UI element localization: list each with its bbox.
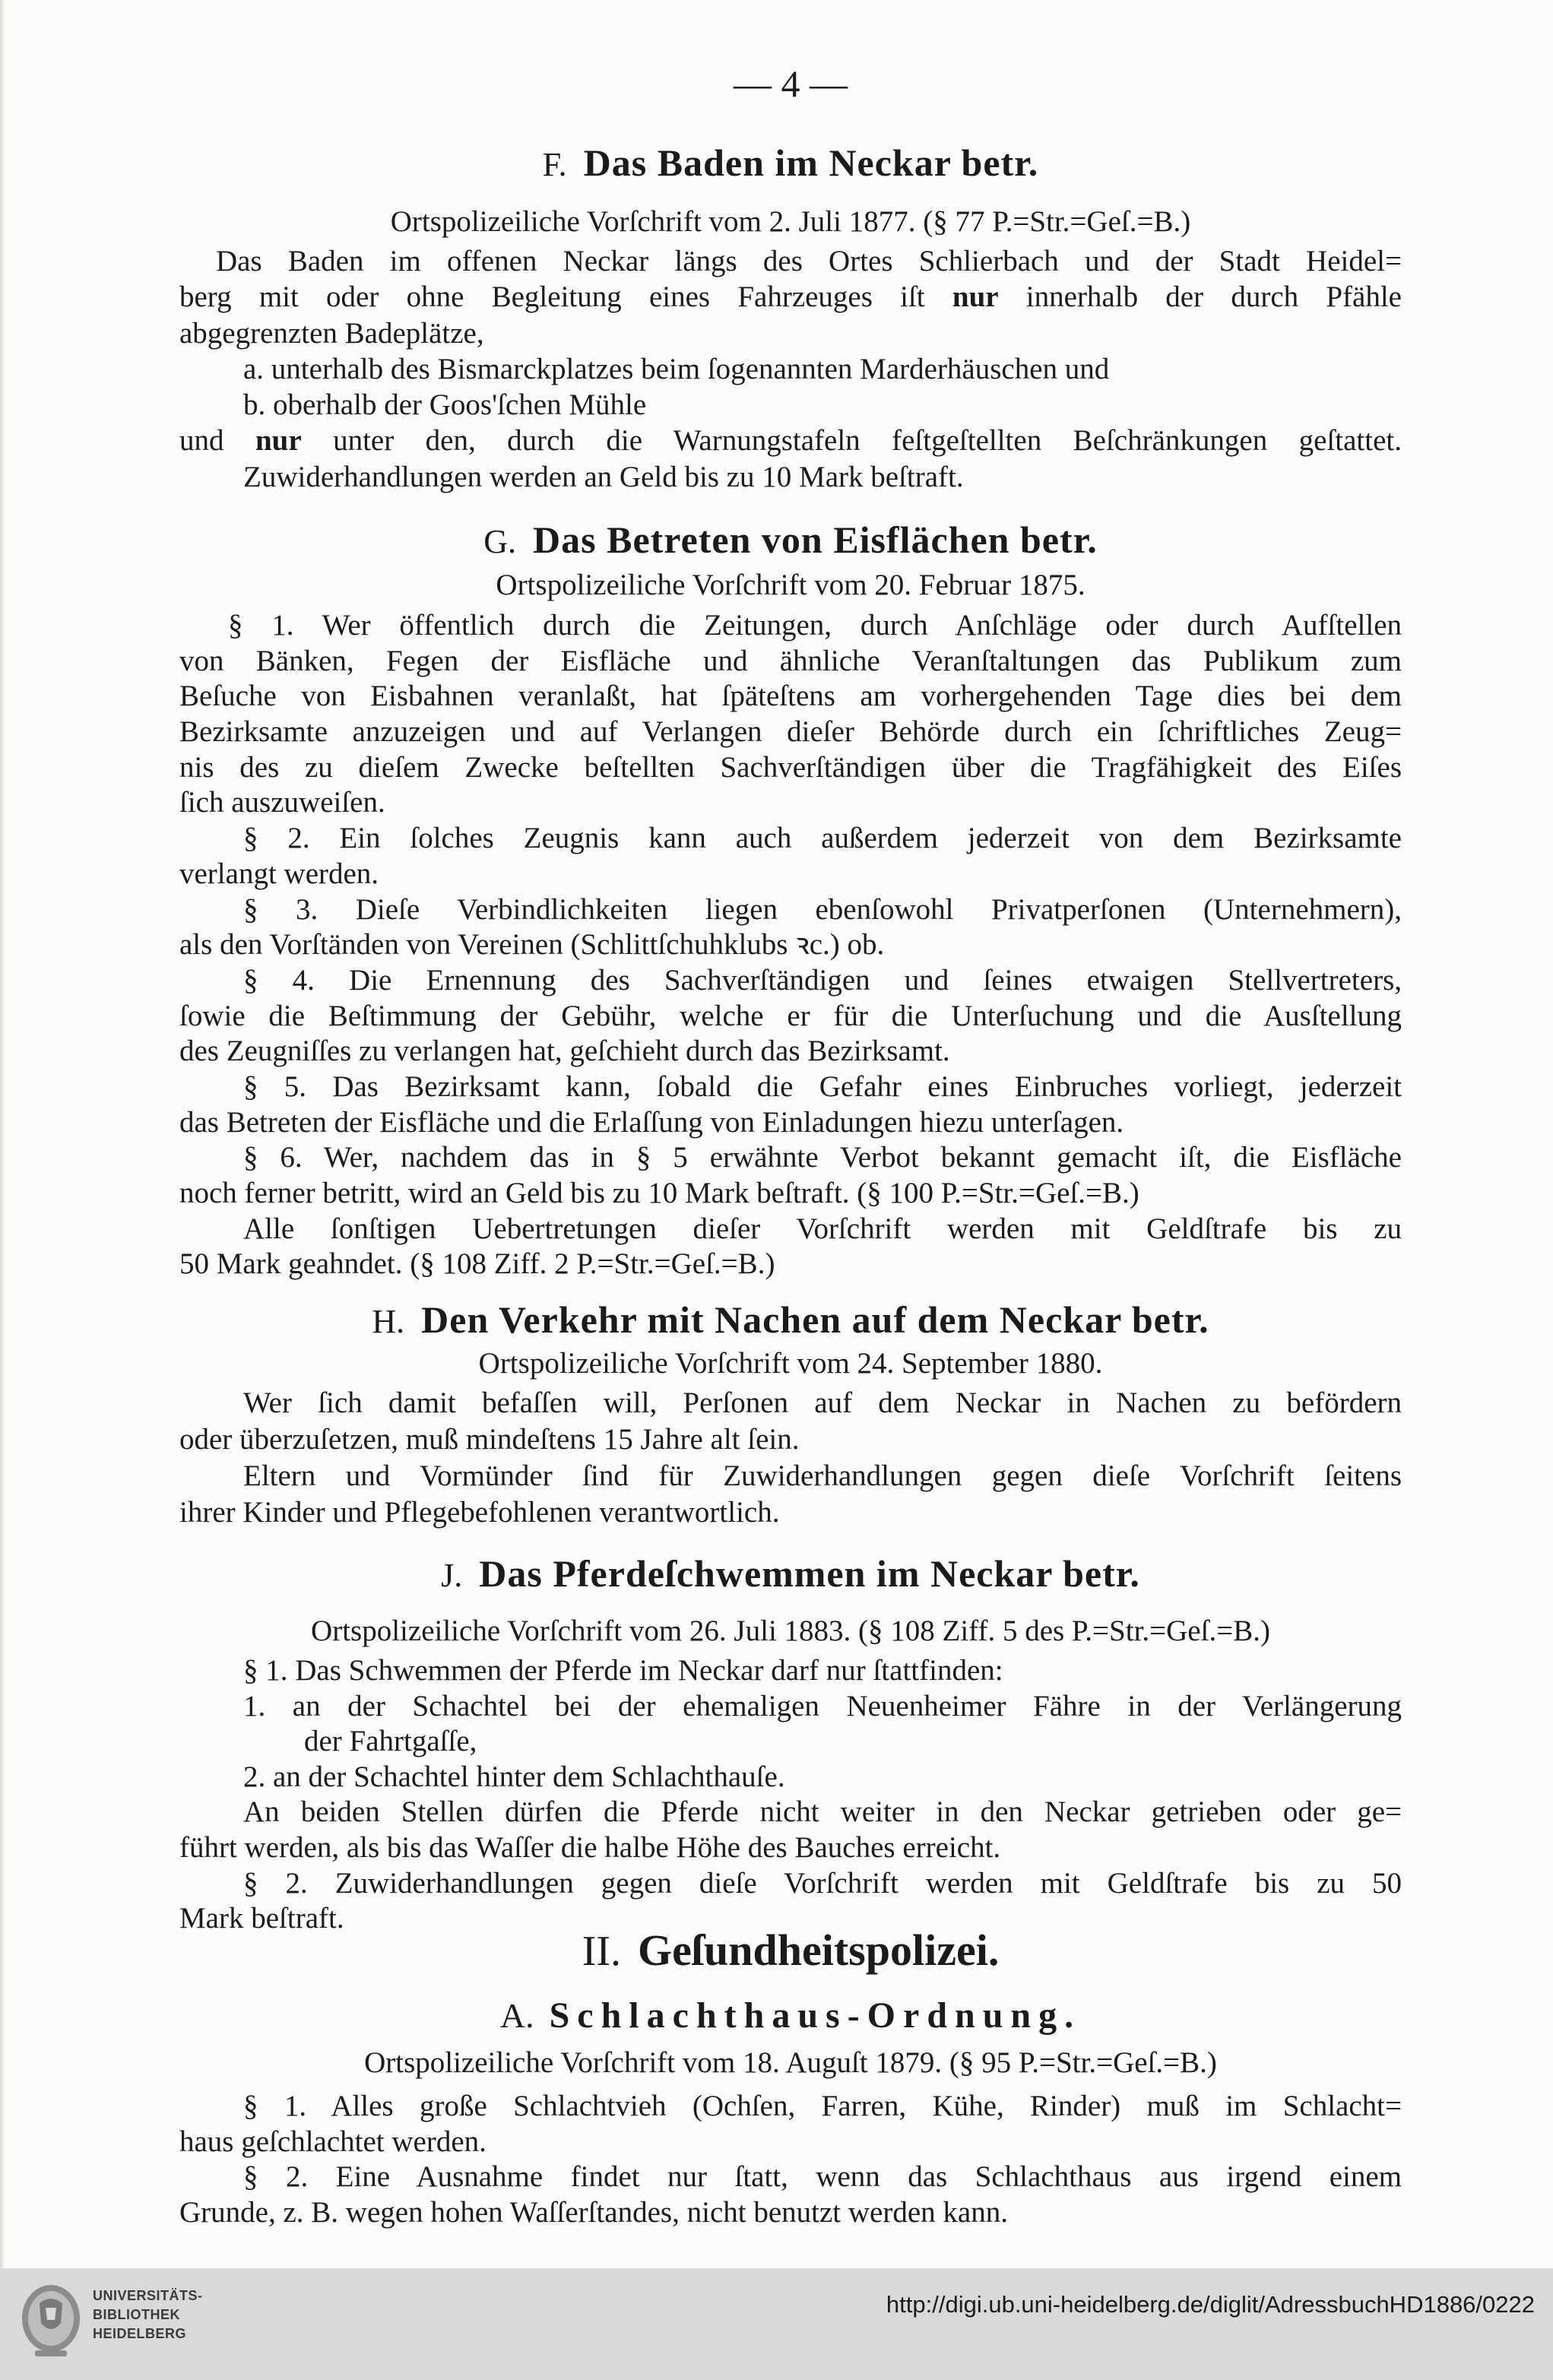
section-heading: [179, 517, 1402, 563]
paragraph-line: nis des zu dieſem Zwecke beſtellten Sachverſtändigen über die Tragfähigkeit des Eiſes: [179, 750, 1402, 784]
section-j-body: [179, 1653, 1402, 1937]
section-a-heading: [179, 1992, 1402, 2040]
section-h-regulation: Ortspolizeiliche Vorſchrift vom 24. September 1880.: [478, 1347, 1103, 1380]
paragraph-line: Bezirksamte anzuzeigen und auf Verlangen dieſer Behörde durch ein ſchriftliches Zeug=: [179, 715, 1402, 749]
list-item: a. unterhalb des Bismarckplatzes beim ſogenannten Marderhäuschen und: [243, 352, 1110, 385]
paragraph-line: § 6. Wer, nachdem das in § 5 erwähnte Verbot bekannt gemacht iſt, die Eisfläche: [243, 1141, 1402, 1174]
line-text: berg mit oder ohne Begleitung eines Fahrzeuges iſt: [179, 280, 952, 314]
paragraph-line: verlangt werden.: [179, 857, 379, 890]
digitization-footer: [0, 2268, 1553, 2380]
paragraph-line: § 2. Eine Ausnahme findet nur ſtatt, wenn das Schlachthaus aus irgend einem: [243, 2160, 1402, 2194]
paragraph-line: § 2. Zuwiderhandlungen gegen dieſe Vorſchrift werden mit Geldſtrafe bis zu 50: [243, 1866, 1402, 1900]
paragraph-line: von Bänken, Fegen der Eisfläche und ähnliche Veranſtaltungen das Publikum zum: [179, 644, 1402, 677]
body-line: Das Baden im offenen Neckar längs des Ortes Schlierbach und der Stadt Heidel=: [216, 245, 1402, 277]
section-title: Das Pferdeſchwemmen im Neckar betr.: [479, 1552, 1140, 1595]
section-j-regulation: Ortspolizeiliche Vorſchrift vom 26. Juli 1883. (§ 108 Ziff. 5 des P.=Str.=Geſ.=B.): [311, 1615, 1270, 1647]
section-heading: [179, 1551, 1402, 1596]
section-a-body: [179, 2089, 1402, 2231]
section-letter: G.: [483, 523, 517, 560]
section-f-regulation: Ortspolizeiliche Vorſchrift vom 2. Juli 1877. (§ 77 P.=Str.=Geſ.=B.): [390, 205, 1191, 238]
body-line: [179, 423, 1402, 458]
paragraph-line: Grunde, z. B. wegen hohen Waſſerſtandes, nicht benutzt werden kann.: [179, 2196, 1008, 2229]
emphasized-word: nur: [255, 424, 302, 458]
section-g-regulation: Ortspolizeiliche Vorſchrift vom 20. Februar 1875.: [496, 569, 1086, 601]
line-text: und: [179, 424, 255, 458]
paragraph-line: Mark beſtraft.: [179, 1902, 344, 1935]
university-library-crest-icon: [17, 2280, 85, 2366]
paragraph-line: Wer ſich damit befaſſen will, Perſonen auf dem Neckar in Nachen zu befördern: [243, 1386, 1402, 1419]
section-g-body: [179, 608, 1402, 1282]
paragraph-line: § 1. Alles große Schlachtvieh (Ochſen, Farren, Kühe, Rinder) muß im Schlacht=: [243, 2090, 1402, 2122]
section-h: [179, 1297, 1402, 1342]
section-title: Den Verkehr mit Nachen auf dem Neckar betr.: [421, 1298, 1209, 1341]
source-url: http://digi.ub.uni-heidelberg.de/diglit/AdressbuchHD1886/0222: [886, 2291, 1535, 2318]
paragraph-line: oder überzuſetzen, muß mindeſtens 15 Jahre alt ſein.: [179, 1423, 800, 1456]
scan-page-edge: [0, 0, 5, 2268]
section-g: [179, 517, 1402, 563]
section-title: Schlachthaus-Ordnung.: [549, 1995, 1082, 2036]
list-item: 2. an der Schachtel hinter dem Schlachthauſe.: [243, 1760, 785, 1793]
section-letter: A.: [499, 1996, 534, 2035]
section-title: Das Baden im Neckar betr.: [583, 141, 1039, 184]
paragraph-line: § 1. Wer öffentlich durch die Zeitungen, durch Anſchläge oder durch Aufſtellen: [228, 609, 1402, 642]
paragraph-line: Eltern und Vormünder ſind für Zuwiderhandlungen gegen dieſe Vorſchrift ſeitens: [243, 1459, 1402, 1492]
paragraph-line: Alle ſonſtigen Uebertretungen dieſer Vorſchrift werden mit Geldſtrafe bis zu: [243, 1212, 1402, 1245]
paragraph-line: führt werden, als bis das Waſſer die halbe Höhe des Bauches erreicht.: [179, 1830, 1001, 1864]
body-line: Zuwiderhandlungen werden an Geld bis zu 10 Mark beſtraft.: [243, 460, 964, 493]
paragraph-line: ſich auszuweiſen.: [179, 786, 385, 819]
paragraph-line: § 2. Ein ſolches Zeugnis kann auch außerdem jederzeit von dem Bezirksamte: [243, 822, 1402, 855]
paragraph-line: haus geſchlachtet werden.: [179, 2125, 487, 2158]
section-heading: [179, 140, 1402, 185]
part-heading: [179, 1926, 1402, 1975]
paragraph-line: des Zeugniſſes zu verlangen hat, geſchieht durch das Bezirksamt.: [179, 1035, 950, 1068]
body-line: abgegrenzten Badeplätze,: [179, 316, 484, 350]
paragraph-line: das Betreten der Eisfläche und die Erlaſſung von Einladungen hiezu unterſagen.: [179, 1105, 1124, 1139]
emphasized-word: nur: [952, 280, 999, 314]
section-f-body: [179, 243, 1402, 495]
paragraph-line: ihrer Kinder und Pflegebefohlenen verantwortlich.: [179, 1496, 780, 1529]
section-letter: J.: [441, 1557, 463, 1594]
section-title: Das Betreten von Eisflächen betr.: [533, 518, 1098, 561]
paragraph-line: § 5. Das Bezirksamt kann, ſobald die Gefahr eines Einbruches vorliegt, jederzeit: [243, 1070, 1402, 1103]
section-letter: F.: [542, 146, 567, 183]
library-name: [93, 2287, 203, 2344]
section-a-regulation: Ortspolizeiliche Vorſchrift vom 18. Auguſt 1879. (§ 95 P.=Str.=Geſ.=B.): [364, 2046, 1217, 2079]
paragraph-line: § 3. Dieſe Verbindlichkeiten liegen ebenſowohl Privatperſonen (Unternehmern),: [243, 892, 1402, 926]
paragraph-line: An beiden Stellen dürfen die Pferde nicht weiter in den Neckar getrieben oder ge=: [243, 1795, 1402, 1829]
library-name-line: HEIDELBERG: [93, 2326, 187, 2341]
paragraph-line: noch ferner betritt, wird an Geld bis zu 10 Mark beſtraft. (§ 100 P.=Str.=Geſ.=B.): [179, 1177, 1139, 1209]
part-numeral: II.: [582, 1928, 621, 1975]
paragraph-line: § 1. Das Schwemmen der Pferde im Neckar darf nur ſtattfinden:: [243, 1654, 1003, 1687]
section-heading: [179, 1297, 1402, 1342]
paragraph-line: § 4. Die Ernennung des Sachverſtändigen und ſeines etwaigen Stellvertreters,: [243, 963, 1402, 997]
line-text: unter den, durch die Warnungstafeln feſtgeſtellten Beſchränkungen geſtattet.: [301, 424, 1402, 458]
list-item: b. oberhalb der Goos'ſchen Mühle: [243, 388, 647, 422]
body-line: [179, 279, 1402, 315]
section-h-body: [179, 1385, 1402, 1531]
library-name-line: UNIVERSITÄTS-: [93, 2288, 203, 2303]
library-name-line: BIBLIOTHEK: [93, 2307, 180, 2322]
paragraph-line: ſowie die Beſtimmung der Gebühr, welche er für die Unterſuchung und die Ausſtellung: [179, 999, 1402, 1032]
part-title: Geſundheitspolizei.: [637, 1925, 1000, 1975]
list-item: der Fahrtgaſſe,: [304, 1725, 477, 1758]
paragraph-line: als den Vorſtänden von Vereinen (Schlittſchuhklubs ꝛc.) ob.: [179, 928, 885, 962]
paragraph-line: Beſuche von Eisbahnen veranlaßt, hat ſpäteſtens am vorhergehenden Tage dies bei dem: [179, 680, 1402, 713]
line-text: innerhalb der durch Pfähle: [998, 280, 1402, 314]
section-letter: H.: [372, 1303, 405, 1340]
section-j: [179, 1551, 1402, 1596]
section-f: [179, 140, 1402, 185]
paragraph-line: 50 Mark geahndet. (§ 108 Ziff. 2 P.=Str.=Geſ.=B.): [179, 1247, 775, 1281]
list-item: 1. an der Schachtel bei der ehemaligen Neuenheimer Fähre in der Verlängerung: [243, 1689, 1402, 1722]
page-number: — 4 —: [734, 62, 848, 105]
